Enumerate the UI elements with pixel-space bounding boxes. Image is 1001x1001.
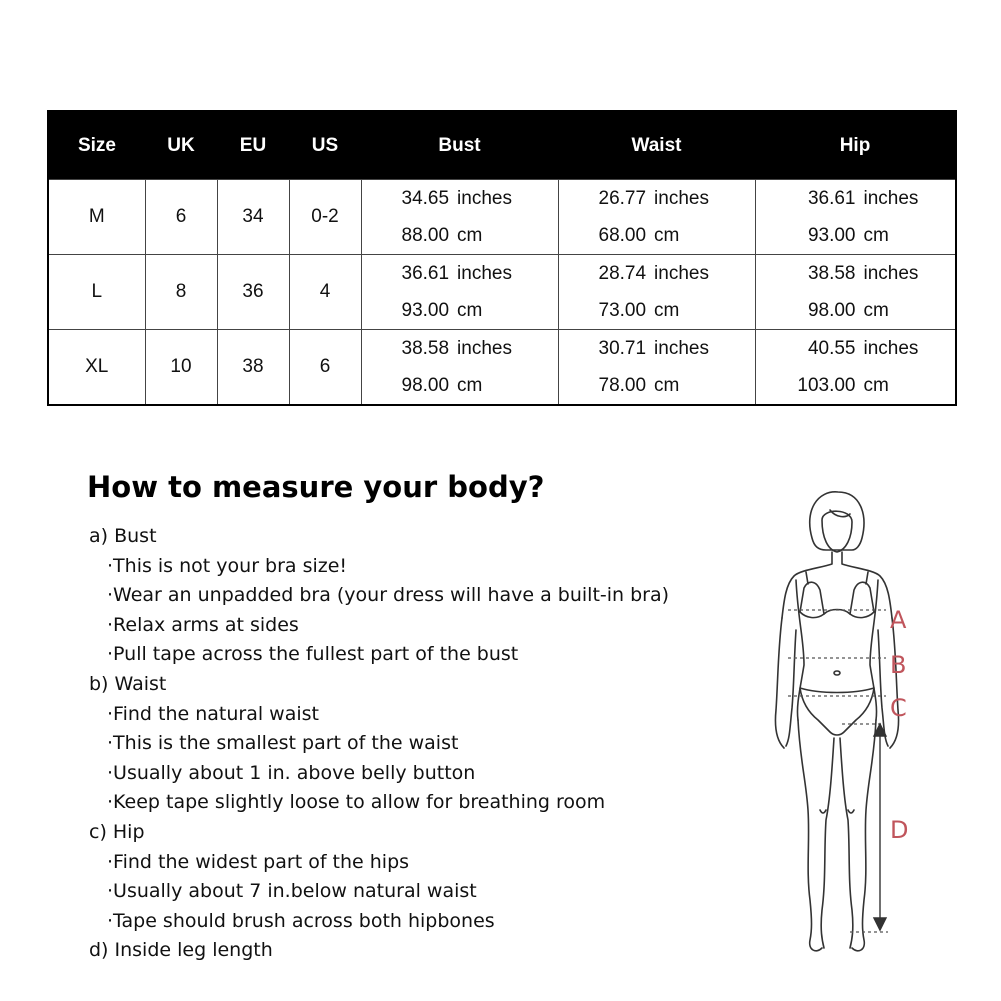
unit-cm: cm: [863, 225, 889, 246]
unit-inches: inches: [654, 188, 709, 209]
header-size: Size: [48, 111, 145, 180]
measurement-guide: [89, 522, 669, 966]
cell-eu: 36: [217, 255, 289, 330]
cell-waist: [558, 180, 755, 255]
bust-cm-value: 98.00: [401, 375, 450, 396]
waist-inches-value: 30.71: [598, 338, 647, 359]
cell-eu: 38: [217, 330, 289, 406]
unit-inches: inches: [863, 338, 919, 359]
unit-inches: inches: [457, 263, 512, 284]
cell-hip: [755, 180, 956, 255]
cell-us: 0-2: [289, 180, 361, 255]
waist-cm-value: 73.00: [598, 300, 647, 321]
size-chart-table: [47, 110, 957, 406]
label-d: D: [890, 816, 909, 844]
waist-inches-value: 28.74: [598, 263, 647, 284]
guide-item: ·Wear an unpadded bra (your dress will have a built-in bra): [107, 584, 670, 607]
header-hip: Hip: [755, 111, 956, 180]
guide-item: ·Relax arms at sides: [107, 613, 299, 636]
cell-uk: 8: [145, 255, 217, 330]
bust-cm-value: 88.00: [401, 225, 450, 246]
table-row: [48, 180, 956, 255]
bust-inches-value: 36.61: [401, 263, 450, 284]
cell-bust: [361, 330, 558, 406]
cell-waist: [558, 255, 755, 330]
cell-bust: [361, 180, 558, 255]
unit-inches: inches: [457, 338, 512, 359]
waist-inches-value: 26.77: [598, 188, 647, 209]
unit-inches: inches: [654, 338, 709, 359]
section-heading-hip: c) Hip: [89, 820, 145, 843]
bust-inches-value: 38.58: [401, 338, 450, 359]
waist-cm-value: 78.00: [598, 375, 647, 396]
bust-inches-value: 34.65: [401, 188, 450, 209]
cell-eu: 34: [217, 180, 289, 255]
header-eu: EU: [217, 111, 289, 180]
guide-item: ·Usually about 7 in.below natural waist: [107, 880, 477, 903]
unit-cm: cm: [863, 375, 889, 396]
section-heading-inside-leg: d) Inside leg length: [89, 939, 273, 962]
cell-uk: 6: [145, 180, 217, 255]
cell-us: 6: [289, 330, 361, 406]
guide-item: ·Tape should brush across both hipbones: [107, 909, 495, 932]
hip-inches-value: 38.58: [807, 263, 856, 284]
unit-cm: cm: [654, 225, 680, 246]
guide-item: ·Usually about 1 in. above belly button: [107, 761, 476, 784]
guide-item: ·This is the smallest part of the waist: [107, 732, 459, 755]
hip-inches-value: 36.61: [807, 188, 856, 209]
unit-cm: cm: [654, 300, 680, 321]
header-us: US: [289, 111, 361, 180]
unit-inches: inches: [457, 188, 512, 209]
unit-cm: cm: [863, 300, 889, 321]
cell-hip: [755, 330, 956, 406]
cell-bust: [361, 255, 558, 330]
label-b: B: [890, 651, 907, 679]
unit-cm: cm: [654, 375, 680, 396]
unit-cm: cm: [457, 300, 483, 321]
header-bust: Bust: [361, 111, 558, 180]
waist-cm-value: 68.00: [598, 225, 647, 246]
unit-cm: cm: [457, 375, 483, 396]
cell-us: 4: [289, 255, 361, 330]
label-c: C: [890, 694, 907, 722]
table-row: [48, 330, 956, 406]
unit-cm: cm: [457, 225, 483, 246]
hip-cm-value: 103.00: [797, 375, 856, 396]
hip-inches-value: 40.55: [807, 338, 856, 359]
cell-waist: [558, 330, 755, 406]
section-heading-bust: a) Bust: [89, 525, 157, 547]
cell-size: XL: [48, 330, 145, 406]
section-heading-waist: b) Waist: [89, 672, 167, 695]
header-waist: Waist: [558, 111, 755, 180]
hip-cm-value: 93.00: [807, 225, 856, 246]
label-a: A: [890, 606, 907, 634]
unit-inches: inches: [863, 188, 919, 209]
cell-uk: 10: [145, 330, 217, 406]
table-header-row: [48, 111, 956, 180]
guide-item: ·Keep tape slightly loose to allow for breathing room: [107, 791, 606, 814]
table-row: [48, 255, 956, 330]
cell-size: L: [48, 255, 145, 330]
guide-title: How to measure your body?: [87, 470, 545, 504]
cell-hip: [755, 255, 956, 330]
header-uk: UK: [145, 111, 217, 180]
unit-inches: inches: [654, 263, 709, 284]
guide-item: ·This is not your bra size!: [107, 554, 348, 577]
guide-item: ·Pull tape across the fullest part of the bust: [107, 643, 519, 666]
cell-size: M: [48, 180, 145, 255]
body-measurement-figure: [760, 480, 1000, 970]
guide-item: ·Find the natural waist: [107, 702, 319, 725]
bust-cm-value: 93.00: [401, 300, 450, 321]
unit-inches: inches: [863, 263, 919, 284]
hip-cm-value: 98.00: [807, 300, 856, 321]
guide-item: ·Find the widest part of the hips: [107, 850, 410, 873]
